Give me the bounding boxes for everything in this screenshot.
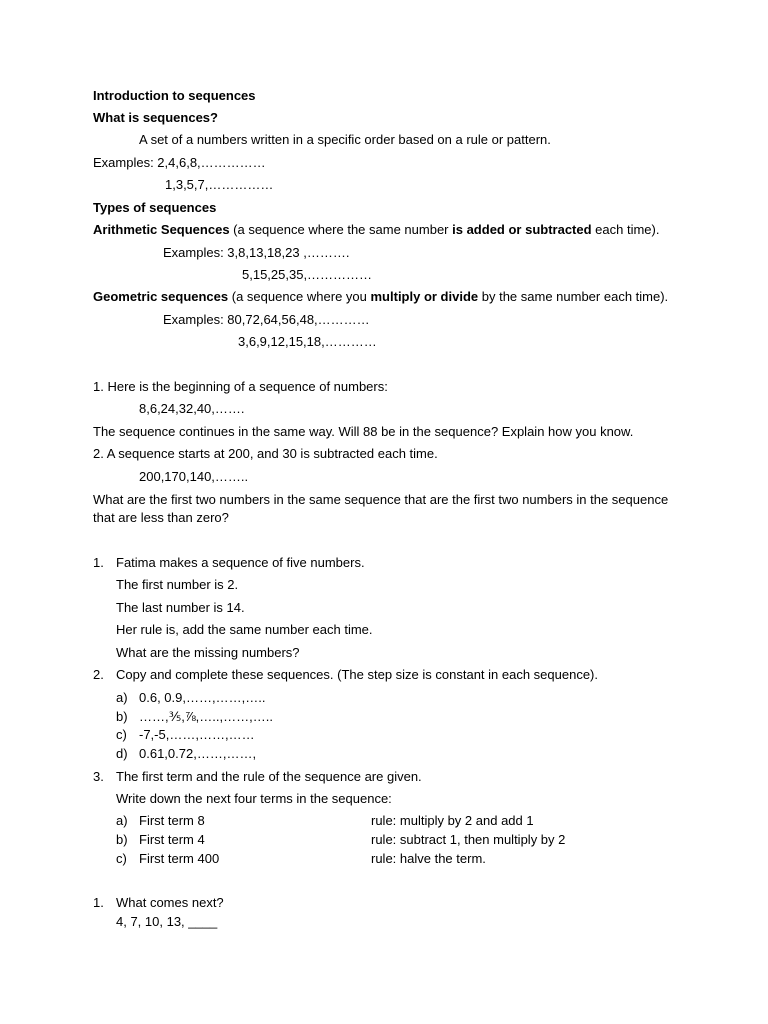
geometric-example-1: Examples: 80,72,64,56,48,………… — [163, 312, 370, 327]
list-item-line: Copy and complete these sequences. (The step size is constant in each sequence). — [116, 667, 599, 682]
definition: A set of a numbers written in a specific order based on a rule or pattern. — [139, 132, 551, 147]
list-item-line: The first term and the rule of the sequence are given. — [116, 769, 422, 784]
geometric-bold: multiply or divide — [370, 289, 479, 304]
sub-text: ……,⅗,⅞,…..,……,….. — [139, 709, 273, 724]
geometric-term: Geometric sequences — [93, 289, 229, 304]
list-number: 3. — [93, 769, 104, 784]
sub-term: First term 4 — [139, 832, 205, 847]
question-2: 2. A sequence starts at 200, and 30 is subtracted each time. — [93, 446, 438, 461]
list-item-line: The first number is 2. — [116, 577, 239, 592]
sub-label: a) — [116, 813, 128, 828]
list-number: 2. — [93, 667, 104, 682]
sub-rule: rule: halve the term. — [371, 851, 486, 866]
examples-line-2: 1,3,5,7,…………… — [165, 177, 274, 192]
examples-line-1: Examples: 2,4,6,8,…………… — [93, 155, 266, 170]
sub-rule: rule: subtract 1, then multiply by 2 — [371, 832, 566, 847]
sub-label: b) — [116, 832, 128, 847]
types-heading: Types of sequences — [93, 200, 217, 215]
sub-term: First term 400 — [139, 851, 220, 866]
sub-text: -7,-5,……,……,…… — [139, 727, 255, 742]
sub-label: c) — [116, 727, 127, 742]
list-item-line: What are the missing numbers? — [116, 645, 300, 660]
question-1: 1. Here is the beginning of a sequence of numbers: — [93, 379, 388, 394]
geometric-definition — [93, 289, 668, 305]
sub-text: 0.6, 0.9,……,……,….. — [139, 690, 266, 705]
list-item-line: The last number is 14. — [116, 600, 245, 615]
list-item-line: Fatima makes a sequence of five numbers. — [116, 555, 365, 570]
question-1-text: The sequence continues in the same way. Will 88 be in the sequence? Explain how you know. — [93, 424, 634, 439]
sub-label: d) — [116, 746, 128, 761]
arithmetic-example-1: Examples: 3,8,13,18,23 ,………. — [163, 245, 350, 260]
sub-label: b) — [116, 709, 128, 724]
arithmetic-term: Arithmetic Sequences — [93, 222, 230, 237]
geometric-example-2: 3,6,9,12,15,18,………… — [238, 334, 377, 349]
question-2-sequence: 200,170,140,…….. — [139, 469, 249, 484]
list-item-line: Write down the next four terms in the sequence: — [116, 791, 392, 806]
sub-label: a) — [116, 690, 128, 705]
list-number: 1. — [93, 895, 104, 910]
sub-text: 0.61,0.72,……,……, — [139, 746, 257, 761]
question-2-text: What are the first two numbers in the same sequence that are the first two numbers in the sequence that are less than zero? — [93, 492, 669, 525]
what-next-sequence: 4, 7, 10, 13, ____ — [116, 914, 218, 929]
geometric-desc-2: by the same number each time). — [478, 289, 669, 304]
arithmetic-definition — [93, 222, 659, 238]
sub-rule: rule: multiply by 2 and add 1 — [371, 813, 534, 828]
sub-term: First term 8 — [139, 813, 205, 828]
arithmetic-desc-1: (a sequence where the same number — [229, 222, 453, 237]
geometric-desc-1: (a sequence where you — [228, 289, 371, 304]
title: Introduction to sequences — [93, 88, 256, 103]
list-number: 1. — [93, 555, 104, 570]
what-heading: What is sequences? — [93, 110, 218, 125]
question-1-sequence: 8,6,24,32,40,……. — [139, 401, 245, 416]
arithmetic-desc-2: each time). — [591, 222, 660, 237]
sub-label: c) — [116, 851, 127, 866]
arithmetic-example-2: 5,15,25,35,…………… — [242, 267, 373, 282]
arithmetic-bold: is added or subtracted — [452, 222, 592, 237]
list-item-line: Her rule is, add the same number each time. — [116, 622, 373, 637]
what-next-question: What comes next? — [116, 895, 224, 910]
